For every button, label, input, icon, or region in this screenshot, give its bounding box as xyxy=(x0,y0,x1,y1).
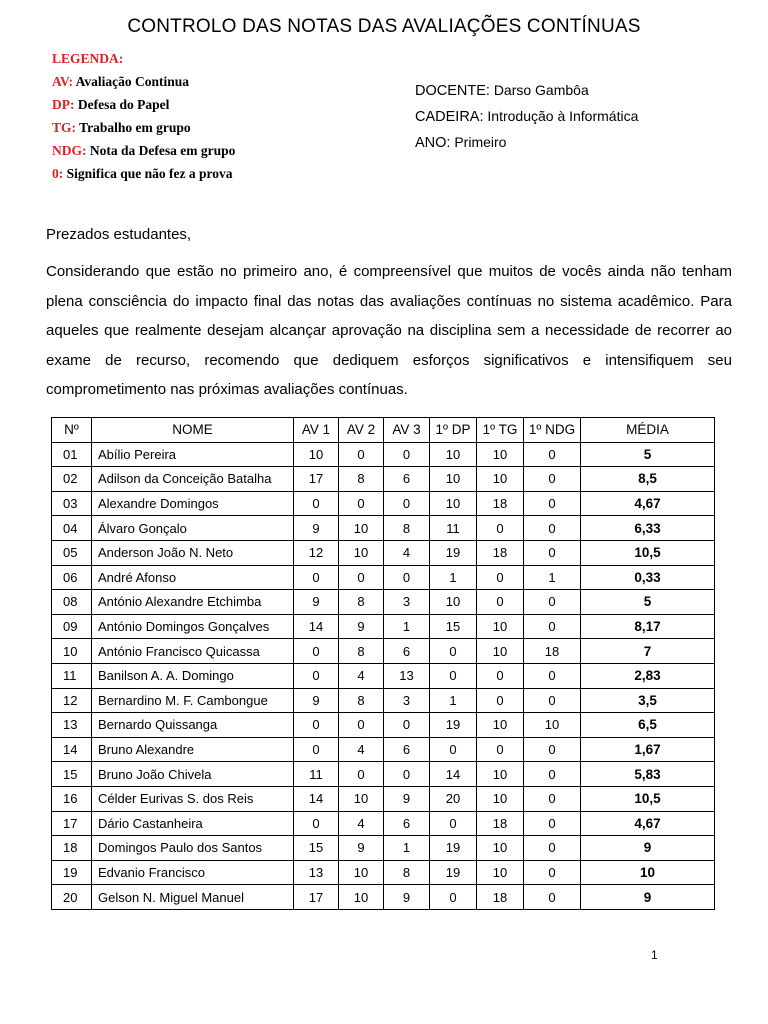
legend-key: NDG: xyxy=(52,143,87,158)
cell-av1: 14 xyxy=(294,614,339,639)
table-row xyxy=(52,467,715,492)
cell-av2: 0 xyxy=(339,762,384,787)
cell-number: 01 xyxy=(52,442,92,467)
cell-name: António Francisco Quicassa xyxy=(92,639,294,664)
table-row xyxy=(52,688,715,713)
cell-dp: 15 xyxy=(430,614,477,639)
cell-tg: 0 xyxy=(477,663,524,688)
cell-name: Bernardino M. F. Cambongue xyxy=(92,688,294,713)
docente-row xyxy=(415,82,638,99)
cell-ndg: 0 xyxy=(524,860,581,885)
cell-number: 08 xyxy=(52,590,92,615)
cell-tg: 18 xyxy=(477,491,524,516)
legend-key: 0: xyxy=(52,166,64,181)
cell-name: Domingos Paulo dos Santos xyxy=(92,836,294,861)
cell-number: 04 xyxy=(52,516,92,541)
legend-key: TG: xyxy=(52,120,77,135)
cell-av3: 0 xyxy=(384,491,430,516)
body-paragraph: Considerando que estão no primeiro ano, é compreensível que muitos de vocês ainda não tenham plena consciência do impacto final das notas das avaliações contínuas no sistema acadêmico. Para aqueles que realmente desejam alcançar aprovação na disciplina sem a necessidade de recorrer ao exame de recurso, recomendo que dediquem esforços significativos e intensifiquem seu comprometimento nas próximas avaliações contínuas. xyxy=(46,263,732,398)
cell-dp: 20 xyxy=(430,786,477,811)
table-row xyxy=(52,836,715,861)
cell-av3: 8 xyxy=(384,860,430,885)
cell-av2: 8 xyxy=(339,639,384,664)
cell-ndg: 0 xyxy=(524,762,581,787)
cell-tg: 10 xyxy=(477,860,524,885)
table-row xyxy=(52,786,715,811)
cell-number: 17 xyxy=(52,811,92,836)
legend-item-dp xyxy=(52,97,235,113)
cell-av3: 0 xyxy=(384,442,430,467)
cell-number: 09 xyxy=(52,614,92,639)
cadeira-value: Introdução à Informática xyxy=(487,108,639,124)
cell-tg: 0 xyxy=(477,590,524,615)
table-row xyxy=(52,590,715,615)
column-header: Nº xyxy=(52,418,92,443)
ano-row xyxy=(415,134,638,151)
cell-dp: 0 xyxy=(430,737,477,762)
cell-tg: 18 xyxy=(477,885,524,910)
cell-av1: 0 xyxy=(294,811,339,836)
cell-name: Bruno Alexandre xyxy=(92,737,294,762)
table-row xyxy=(52,663,715,688)
cell-av1: 0 xyxy=(294,565,339,590)
cell-av2: 4 xyxy=(339,811,384,836)
cell-av2: 10 xyxy=(339,885,384,910)
cell-name: António Alexandre Etchimba xyxy=(92,590,294,615)
cell-number: 18 xyxy=(52,836,92,861)
legend-text: Avaliação Continua xyxy=(75,74,190,89)
cell-dp: 14 xyxy=(430,762,477,787)
table-row xyxy=(52,860,715,885)
cell-av1: 14 xyxy=(294,786,339,811)
cell-media: 6,5 xyxy=(581,713,715,738)
table-row xyxy=(52,639,715,664)
cell-av3: 4 xyxy=(384,540,430,565)
cell-av1: 0 xyxy=(294,491,339,516)
table-row xyxy=(52,737,715,762)
cell-tg: 10 xyxy=(477,786,524,811)
cell-media: 6,33 xyxy=(581,516,715,541)
cell-media: 0,33 xyxy=(581,565,715,590)
cell-media: 8,5 xyxy=(581,467,715,492)
cell-av3: 3 xyxy=(384,688,430,713)
cell-ndg: 0 xyxy=(524,811,581,836)
cell-av3: 3 xyxy=(384,590,430,615)
cell-ndg: 0 xyxy=(524,467,581,492)
cell-media: 2,83 xyxy=(581,663,715,688)
cell-number: 02 xyxy=(52,467,92,492)
cell-ndg: 0 xyxy=(524,737,581,762)
cell-av3: 1 xyxy=(384,614,430,639)
cell-name: André Afonso xyxy=(92,565,294,590)
cell-av1: 0 xyxy=(294,639,339,664)
cell-name: Edvanio Francisco xyxy=(92,860,294,885)
cell-av3: 6 xyxy=(384,639,430,664)
legend-text: Trabalho em grupo xyxy=(79,120,191,135)
cell-name: António Domingos Gonçalves xyxy=(92,614,294,639)
cell-tg: 0 xyxy=(477,688,524,713)
column-header: AV 3 xyxy=(384,418,430,443)
cell-av1: 9 xyxy=(294,516,339,541)
table-header-row xyxy=(52,418,715,443)
cell-av2: 0 xyxy=(339,713,384,738)
cell-ndg: 0 xyxy=(524,614,581,639)
cell-ndg: 0 xyxy=(524,540,581,565)
cell-name: Dário Castanheira xyxy=(92,811,294,836)
legend-key: AV: xyxy=(52,74,74,89)
table-row xyxy=(52,491,715,516)
cell-name: Gelson N. Miguel Manuel xyxy=(92,885,294,910)
cell-name: Álvaro Gonçalo xyxy=(92,516,294,541)
course-info xyxy=(415,82,638,160)
table-row xyxy=(52,442,715,467)
cell-av2: 10 xyxy=(339,786,384,811)
cell-name: Alexandre Domingos xyxy=(92,491,294,516)
legend-heading: LEGENDA: xyxy=(52,51,124,66)
cell-number: 10 xyxy=(52,639,92,664)
cell-av2: 8 xyxy=(339,688,384,713)
cell-number: 03 xyxy=(52,491,92,516)
cell-media: 8,17 xyxy=(581,614,715,639)
cell-ndg: 0 xyxy=(524,688,581,713)
table-row xyxy=(52,516,715,541)
cell-dp: 1 xyxy=(430,688,477,713)
cell-number: 14 xyxy=(52,737,92,762)
legend-text: Nota da Defesa em grupo xyxy=(89,143,236,158)
column-header: AV 1 xyxy=(294,418,339,443)
cell-av3: 0 xyxy=(384,565,430,590)
cell-dp: 19 xyxy=(430,540,477,565)
cell-av1: 0 xyxy=(294,663,339,688)
cell-av2: 10 xyxy=(339,516,384,541)
column-header: 1º TG xyxy=(477,418,524,443)
column-header: 1º NDG xyxy=(524,418,581,443)
cell-media: 4,67 xyxy=(581,491,715,516)
document-title: CONTROLO DAS NOTAS DAS AVALIAÇÕES CONTÍNUAS xyxy=(127,16,641,37)
legend-item-tg xyxy=(52,120,235,136)
cell-ndg: 0 xyxy=(524,885,581,910)
cell-av2: 0 xyxy=(339,565,384,590)
cell-number: 05 xyxy=(52,540,92,565)
cell-ndg: 0 xyxy=(524,786,581,811)
cell-av3: 1 xyxy=(384,836,430,861)
cell-dp: 19 xyxy=(430,713,477,738)
cell-av1: 0 xyxy=(294,713,339,738)
cell-av2: 10 xyxy=(339,540,384,565)
cell-name: Banilson A. A. Domingo xyxy=(92,663,294,688)
table-row xyxy=(52,713,715,738)
cell-ndg: 0 xyxy=(524,663,581,688)
cell-av3: 13 xyxy=(384,663,430,688)
cell-dp: 10 xyxy=(430,491,477,516)
cell-av3: 6 xyxy=(384,811,430,836)
table-row xyxy=(52,885,715,910)
cell-name: Anderson João N. Neto xyxy=(92,540,294,565)
cell-av1: 17 xyxy=(294,885,339,910)
cadeira-row xyxy=(415,108,638,125)
cell-av2: 9 xyxy=(339,836,384,861)
cell-name: Abílio Pereira xyxy=(92,442,294,467)
cell-tg: 10 xyxy=(477,639,524,664)
cell-av3: 9 xyxy=(384,786,430,811)
cell-av3: 8 xyxy=(384,516,430,541)
cell-dp: 19 xyxy=(430,836,477,861)
cell-number: 15 xyxy=(52,762,92,787)
docente-value: Darso Gambôa xyxy=(493,82,589,98)
cell-name: Célder Eurivas S. dos Reis xyxy=(92,786,294,811)
cell-av2: 0 xyxy=(339,491,384,516)
cell-tg: 10 xyxy=(477,467,524,492)
cell-dp: 10 xyxy=(430,442,477,467)
cell-av1: 0 xyxy=(294,737,339,762)
cell-tg: 10 xyxy=(477,614,524,639)
cell-media: 10,5 xyxy=(581,540,715,565)
cell-av2: 0 xyxy=(339,442,384,467)
cell-number: 19 xyxy=(52,860,92,885)
cell-dp: 1 xyxy=(430,565,477,590)
cell-media: 10,5 xyxy=(581,786,715,811)
cell-number: 13 xyxy=(52,713,92,738)
cell-av1: 9 xyxy=(294,590,339,615)
table-body xyxy=(52,442,715,909)
cell-av2: 8 xyxy=(339,467,384,492)
cell-av1: 9 xyxy=(294,688,339,713)
cell-av1: 12 xyxy=(294,540,339,565)
cell-media: 10 xyxy=(581,860,715,885)
cell-number: 06 xyxy=(52,565,92,590)
cell-tg: 18 xyxy=(477,540,524,565)
cell-ndg: 0 xyxy=(524,516,581,541)
cell-av3: 9 xyxy=(384,885,430,910)
cell-media: 4,67 xyxy=(581,811,715,836)
page-number: 1 xyxy=(651,948,658,962)
cell-ndg: 18 xyxy=(524,639,581,664)
cell-media: 7 xyxy=(581,639,715,664)
cell-media: 9 xyxy=(581,836,715,861)
cell-media: 5 xyxy=(581,442,715,467)
grades-table xyxy=(51,417,715,910)
cell-av1: 10 xyxy=(294,442,339,467)
cell-dp: 0 xyxy=(430,639,477,664)
cell-dp: 0 xyxy=(430,811,477,836)
cell-av3: 6 xyxy=(384,467,430,492)
cell-ndg: 0 xyxy=(524,442,581,467)
legend-item-zero xyxy=(52,166,235,182)
cell-av2: 4 xyxy=(339,663,384,688)
cell-av3: 0 xyxy=(384,762,430,787)
cell-ndg: 0 xyxy=(524,491,581,516)
cell-av1: 13 xyxy=(294,860,339,885)
cell-number: 11 xyxy=(52,663,92,688)
cell-tg: 10 xyxy=(477,713,524,738)
column-header: MÉDIA xyxy=(581,418,715,443)
table-row xyxy=(52,811,715,836)
cell-av2: 4 xyxy=(339,737,384,762)
column-header: 1º DP xyxy=(430,418,477,443)
cell-dp: 10 xyxy=(430,590,477,615)
cell-av2: 9 xyxy=(339,614,384,639)
greeting: Prezados estudantes, xyxy=(46,226,192,243)
cell-tg: 10 xyxy=(477,442,524,467)
legend-text: Defesa do Papel xyxy=(77,97,170,112)
table-row xyxy=(52,565,715,590)
cell-av3: 0 xyxy=(384,713,430,738)
cell-dp: 0 xyxy=(430,885,477,910)
cell-media: 5 xyxy=(581,590,715,615)
cell-av3: 6 xyxy=(384,737,430,762)
cell-av1: 11 xyxy=(294,762,339,787)
cell-tg: 0 xyxy=(477,516,524,541)
cell-number: 20 xyxy=(52,885,92,910)
docente-label: DOCENTE: xyxy=(415,83,490,99)
cell-media: 1,67 xyxy=(581,737,715,762)
cell-av1: 17 xyxy=(294,467,339,492)
cell-av2: 8 xyxy=(339,590,384,615)
ano-label: ANO: xyxy=(415,135,451,151)
legend-key: DP: xyxy=(52,97,75,112)
cell-name: Bruno João Chivela xyxy=(92,762,294,787)
cell-tg: 18 xyxy=(477,811,524,836)
table-row xyxy=(52,762,715,787)
cell-ndg: 1 xyxy=(524,565,581,590)
cell-av2: 10 xyxy=(339,860,384,885)
cell-number: 16 xyxy=(52,786,92,811)
cell-tg: 0 xyxy=(477,737,524,762)
cell-tg: 10 xyxy=(477,762,524,787)
cell-tg: 0 xyxy=(477,565,524,590)
legend-item-av xyxy=(52,74,235,90)
cell-number: 12 xyxy=(52,688,92,713)
cell-media: 3,5 xyxy=(581,688,715,713)
cell-ndg: 10 xyxy=(524,713,581,738)
table-row xyxy=(52,614,715,639)
cell-dp: 11 xyxy=(430,516,477,541)
cell-ndg: 0 xyxy=(524,836,581,861)
column-header: NOME xyxy=(92,418,294,443)
legend-text: Significa que não fez a prova xyxy=(66,166,233,181)
cell-name: Adilson da Conceição Batalha xyxy=(92,467,294,492)
cell-av1: 15 xyxy=(294,836,339,861)
cell-dp: 0 xyxy=(430,663,477,688)
cell-dp: 19 xyxy=(430,860,477,885)
table-row xyxy=(52,540,715,565)
cell-name: Bernardo Quissanga xyxy=(92,713,294,738)
ano-value: Primeiro xyxy=(454,134,507,150)
legend xyxy=(52,51,235,189)
cell-tg: 10 xyxy=(477,836,524,861)
cell-media: 9 xyxy=(581,885,715,910)
cell-media: 5,83 xyxy=(581,762,715,787)
cadeira-label: CADEIRA: xyxy=(415,109,484,125)
cell-dp: 10 xyxy=(430,467,477,492)
column-header: AV 2 xyxy=(339,418,384,443)
cell-ndg: 0 xyxy=(524,590,581,615)
legend-item-ndg xyxy=(52,143,235,159)
